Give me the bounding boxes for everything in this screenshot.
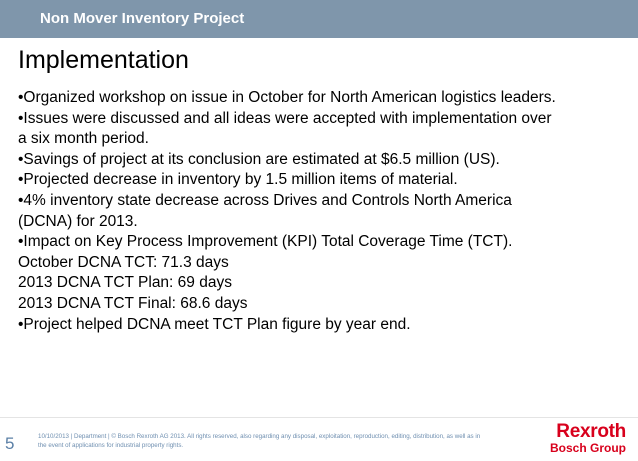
body-line: a six month period. — [18, 130, 149, 148]
body-line: •Organized workshop on issue in October for North American logistics leaders. — [18, 89, 556, 106]
body-line: •Project helped DCNA meet TCT Plan figure by year end. — [18, 315, 411, 333]
body-line: (DCNA) for 2013. — [18, 212, 138, 230]
page-number: 5 — [5, 434, 15, 453]
body-line: •Savings of project at its conclusion are estimated at $6.5 million (US). — [18, 150, 500, 168]
footer-legal-line: the event of applications for industrial property rights. — [38, 442, 184, 449]
logo-wordmark: Rexroth — [556, 421, 626, 442]
header-bar — [0, 0, 638, 38]
slide-title: Implementation — [18, 46, 189, 74]
body-line: 2013 DCNA TCT Plan: 69 days — [18, 274, 232, 292]
slide-body — [18, 88, 618, 335]
footer-divider — [0, 417, 638, 418]
body-line: •Projected decrease in inventory by 1.5 million items of material. — [18, 171, 458, 189]
body-line: •4% inventory state decrease across Drives and Controls North America — [18, 191, 512, 209]
body-line: October DCNA TCT: 71.3 days — [18, 253, 229, 271]
footer-legal — [38, 432, 528, 450]
body-line: •Issues were discussed and all ideas were accepted with implementation over — [18, 109, 552, 127]
project-title: Non Mover Inventory Project — [40, 10, 245, 27]
logo-subtitle: Bosch Group — [549, 441, 626, 455]
footer-legal-line: 10/10/2013 | Department | © Bosch Rexroth AG 2013. All rights reserved, also regarding any disposal, exploitation, reproduction, editing, distribution, as well as in — [38, 433, 481, 440]
body-line: •Impact on Key Process Improvement (KPI) Total Coverage Time (TCT). — [18, 233, 513, 251]
rexroth-logo — [534, 422, 626, 455]
body-line: 2013 DCNA TCT Final: 68.6 days — [18, 294, 248, 312]
